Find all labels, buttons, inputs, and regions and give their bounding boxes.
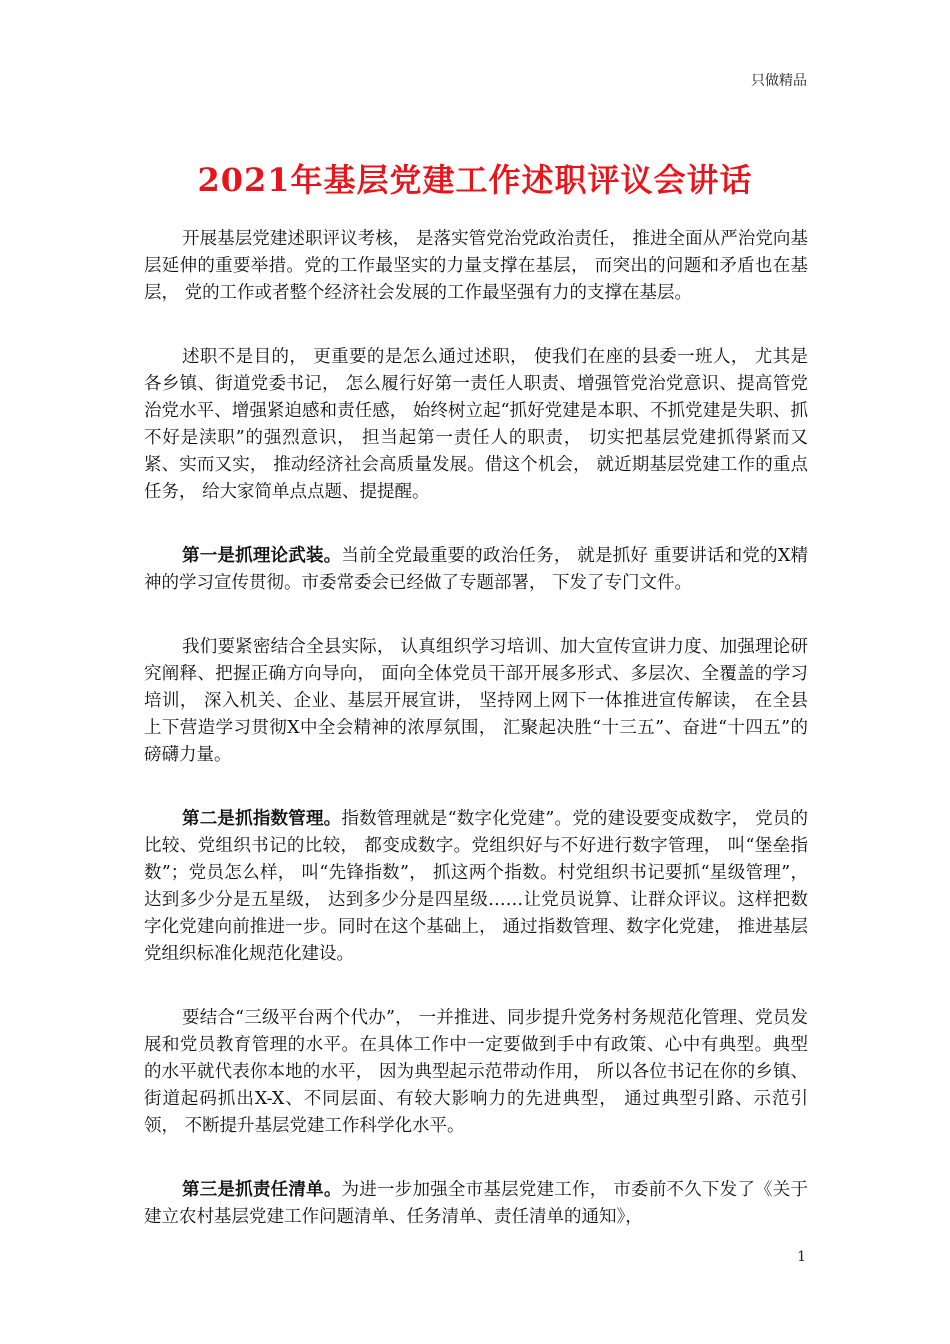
document-body <box>144 226 808 1231</box>
paragraph-text: 当前全党最重要的政治任务， 就是抓好 重要讲话和党的X精神的学习宣传贯彻。市委常委会已经做了专题部署， 下发了专门文件。 <box>144 546 808 593</box>
document-title: 2021年基层党建工作述职评议会讲话 <box>197 161 753 199</box>
paragraph-lead: 第二是抓指数管理。 <box>182 809 342 829</box>
paragraph-text: 为进一步加强全市基层党建工作， 市委前不久下发了《关于建立农村基层党建工作问题清单、任务清单、责任清单的通知》， <box>144 1180 809 1227</box>
paragraph-task-two <box>144 806 808 968</box>
paragraph-task-two-detail <box>144 1005 808 1140</box>
page-number: 1 <box>797 1249 806 1265</box>
paragraph-text: 我们要紧密结合全县实际， 认真组织学习培训、加大宣传宣讲力度、加强理论研究阐释、把握正确方向导向， 面向全体党员干部开展多形式、多层次、全覆盖的学习培训， 深入机关、企业、基层开展宣讲， 坚持网上网下一体推进宣传解读， 在全县上下营造学习贯彻X中全会精神的浓厚氛围， 汇聚起决胜“十三五”、奋进“十四五”的磅礴力量。 <box>144 637 808 765</box>
paragraph-task-three <box>144 1177 808 1231</box>
paragraph-task-one <box>144 543 808 597</box>
paragraph-text: 述职不是目的， 更重要的是怎么通过述职， 使我们在座的县委一班人， 尤其是各乡镇、街道党委书记， 怎么履行好第一责任人职责、增强管党治党意识、提高管党治党水平、增强紧迫感和责任感， 始终树立起“抓好党建是本职、不抓党建是失职、抓不好是渎职”的强烈意识， 担当起第一责任人的职责， 切实把基层党建抓得紧而又紧、实而又实， 推动经济社会高质量发展。借这个机会， 就近期基层党建工作的重点任务， 给大家简单点点题、提提醒。 <box>144 347 808 502</box>
paragraph-lead: 第一是抓理论武装。 <box>182 546 342 566</box>
paragraph-task-one-detail <box>144 634 808 769</box>
header-note: 只做精品 <box>751 73 807 89</box>
paragraph-text: 指数管理就是“数字化党建”。党的建设要变成数字， 党员的比较、党组织书记的比较， 都变成数字。党组织好与不好进行数字管理， 叫“堡垒指数”；党员怎么样， 叫“先锋指数”， 抓这两个指数。村党组织书记要抓“星级管理”， 达到多少分是五星级， 达到多少分是四星级……让党员说算、让群众评议。这样把数字化党建向前推进一步。同时在这个基础上， 通过指数管理、数字化党建， 推进基层党组织标准化规范化建设。 <box>144 809 808 964</box>
paragraph-lead: 第三是抓责任清单。 <box>182 1180 342 1200</box>
paragraph-purpose <box>144 344 808 506</box>
paragraph-intro <box>144 226 808 307</box>
paragraph-text: 要结合“三级平台两个代办”， 一并推进、同步提升党务村务规范化管理、党员发展和党员教育管理的水平。在具体工作中一定要做到手中有政策、心中有典型。典型的水平就代表你本地的水平， 因为典型起示范带动作用， 所以各位书记在你的乡镇、街道起码抓出X-X、不同层面、有较大影响力的先进典型， 通过典型引路、示范引领， 不断提升基层党建工作科学化水平。 <box>144 1008 808 1136</box>
paragraph-text: 开展基层党建述职评议考核， 是落实管党治党政治责任， 推进全面从严治党向基层延伸的重要举措。党的工作最坚实的力量支撑在基层， 而突出的问题和矛盾也在基层， 党的工作或者整个经济社会发展的工作最坚强有力的支撑在基层。 <box>144 229 808 303</box>
